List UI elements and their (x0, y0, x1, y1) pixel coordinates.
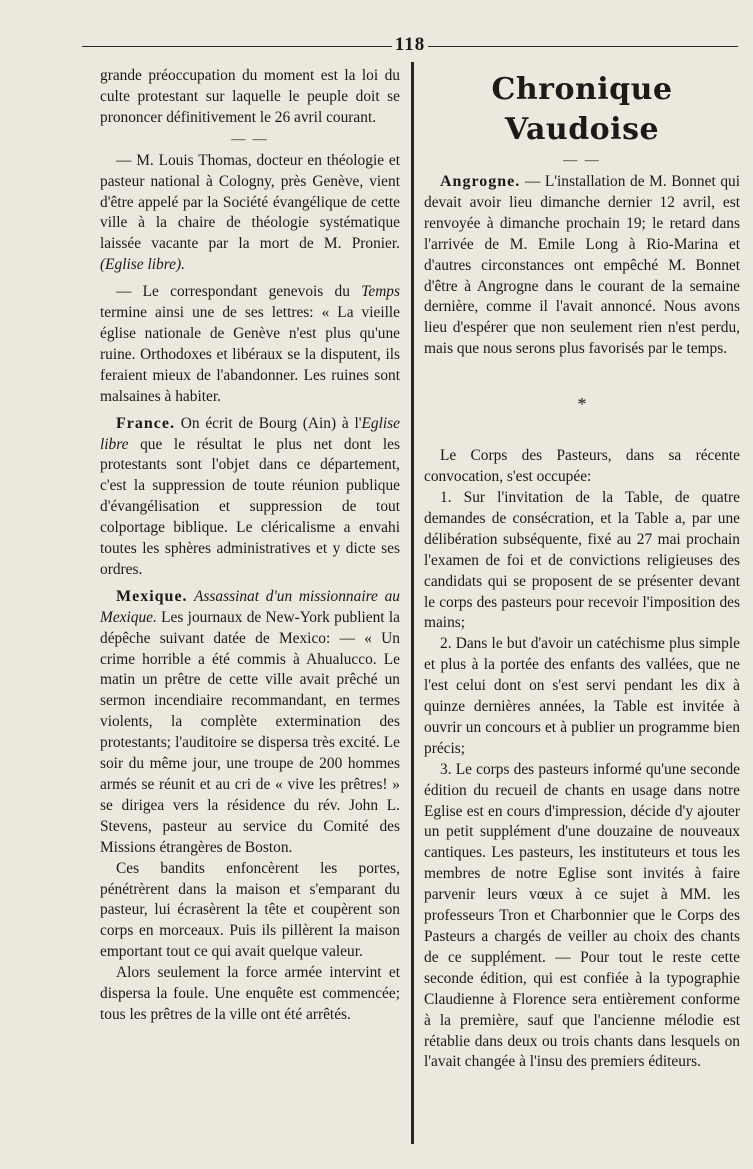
paragraph-angrogne (424, 172, 740, 360)
text-fragment: que le résultat le plus net dont les protestants sont l'objet dans ce département, c'est la suppression de toute réunion publique d'évangélisation et suppression de tout colportage biblique. Le cléricalisme a envahi toutes les sphères administratives et y dicte ses ordres. (100, 435, 400, 578)
header-rule-left (82, 46, 392, 47)
paragraph-louis-thomas (100, 151, 400, 276)
heading-mexique: Mexique. (116, 587, 188, 605)
column-divider (411, 62, 414, 1144)
text-fragment: — Le correspondant genevois du (116, 283, 362, 301)
separator: — — (563, 153, 601, 168)
paragraph-geneve-correspondent (100, 282, 400, 407)
header-rule-right (428, 46, 738, 47)
left-column (100, 66, 400, 1026)
paragraph-corps-pasteurs: Le Corps des Pasteurs, dans sa récente convocation, s'est occupée: (424, 447, 740, 486)
article-subtitle: Assassinat d'un missionnaire au Mexique. (100, 587, 400, 626)
text-fragment: On écrit de Bourg (Ain) à l' (174, 414, 362, 432)
section-title: Chronique Vaudoise (491, 72, 673, 147)
source-attribution: (Eglise libre). (100, 256, 185, 274)
newspaper-name: Eglise libre (100, 414, 400, 453)
text-fragment: Les journaux de New-York publient la dépêche suivant datée de Mexico: — « Un crime horrible a été commis à Ahualucco. Le matin un prêtre de cette ville avait prêché un sermon incendiaire recommandant, en termes violents, la complète extermination des protestants; l'auditoire se dispersa très excité. Le soir du même jour, une troupe de 200 hommes armés se réunit et au cri de « vive les prêtres! » se dirigea vers la résidence du rév. John L. Stevens, pasteur au service du Comité des Missions étrangères de Boston. (100, 608, 400, 856)
heading-angrogne: Angrogne. (440, 173, 521, 190)
text-fragment: termine ainsi une de ses lettres: « La vieille église nationale de Genève n'est plus qu'une ruine. Orthodoxes et libéraux se la disputent, ils feraient mieux de l'abandonner. Les ruines sont malsaines à habiter. (100, 304, 400, 405)
paragraph-loi-culte: grande préoccupation du moment est la loi du culte protestant sur laquelle le peuple doit se prononcer définitivement le 26 avril courant. (100, 67, 400, 126)
separator: — — (231, 131, 269, 147)
page-number: 118 (394, 34, 426, 55)
heading-france: France. (116, 414, 175, 432)
paragraph-mexique-enquete: Alors seulement la force armée intervint et dispersa la foule. Une enquête est commencée; tous les prêtres de la ville ont été arrêtés. (100, 964, 400, 1023)
text-fragment: — L'installation de M. Bonnet qui devait avoir lieu dimanche dernier 12 avril, est renvoyée à dimanche prochain 19; le retard dans l'arrivée de M. Emile Long à Rio-Marina et d'autres circonstances ont empêché M. Bonnet d'être à Angrogne dans le courant de la semaine dernière, comme il l'avait annoncé. Nous avons lieu d'espérer que non seulement rien n'est perdu, mais que nous serons plus favorisés par le temps. (424, 173, 740, 358)
list-item: 2. Dans le but d'avoir un catéchisme plus simple et plus à la portée des enfants des vallées, que ne l'est celui dont on s'est servi pendant les dix à quinze dernières années, la Table est invitée à ouvrir un concours et à publier un programme bien précis; (424, 635, 740, 757)
list-item: 1. Sur l'invitation de la Table, de quatre demandes de consécration, et la Table a, par une délibération subséquente, fixé au 27 mai prochain l'examen de foi et de convictions religieuses des candidats qui se proposent de se présenter devant le corps des pasteurs pour recevoir l'imposition des mains; (424, 488, 740, 632)
paragraph-mexique-bandits: Ces bandits enfoncèrent les portes, pénétrèrent dans la maison et s'emparant du pasteur, lui écrasèrent la tête et coupèrent son corps en morceaux. Puis ils pillèrent la maison emportant tout ce qui avait quelque valeur. (100, 859, 400, 961)
right-column (424, 66, 740, 1073)
star-separator: * (577, 394, 587, 415)
newspaper-name: Temps (361, 283, 400, 301)
paragraph-louis-thomas-text: — M. Louis Thomas, docteur en théologie et pasteur national à Cologny, près Genève, vient d'être appelé par la Société évangélique de cette ville à la chaire de théologie systématique laissée vacante par la mort de M. Pronier. (100, 151, 400, 253)
paragraph-france (100, 414, 400, 581)
paragraph-mexique (100, 587, 400, 859)
list-item: 3. Le corps des pasteurs informé qu'une seconde édition du recueil de chants en usage dans notre Eglise est en cours d'impression, décide d'y ajouter un petit supplément d'une douzaine de nouveaux cantiques. Les pasteurs, les instituteurs et tous les membres de notre Eglise sont invités à faire parvenir leurs vœux à ce sujet à MM. les professeurs Tron et Charbonnier que le Corps des Pasteurs a chargés de veiller au choix des chants de ce supplément. — Pour tout le reste cette seconde édition, qui est confiée à la typographie Claudienne à Florence sera entièrement conforme à la première, sauf que l'ancienne mélodie est rétablie dans deux ou trois chants dans lesquels on l'avait changée à l'insu des premiers éditeurs. (424, 760, 740, 1071)
